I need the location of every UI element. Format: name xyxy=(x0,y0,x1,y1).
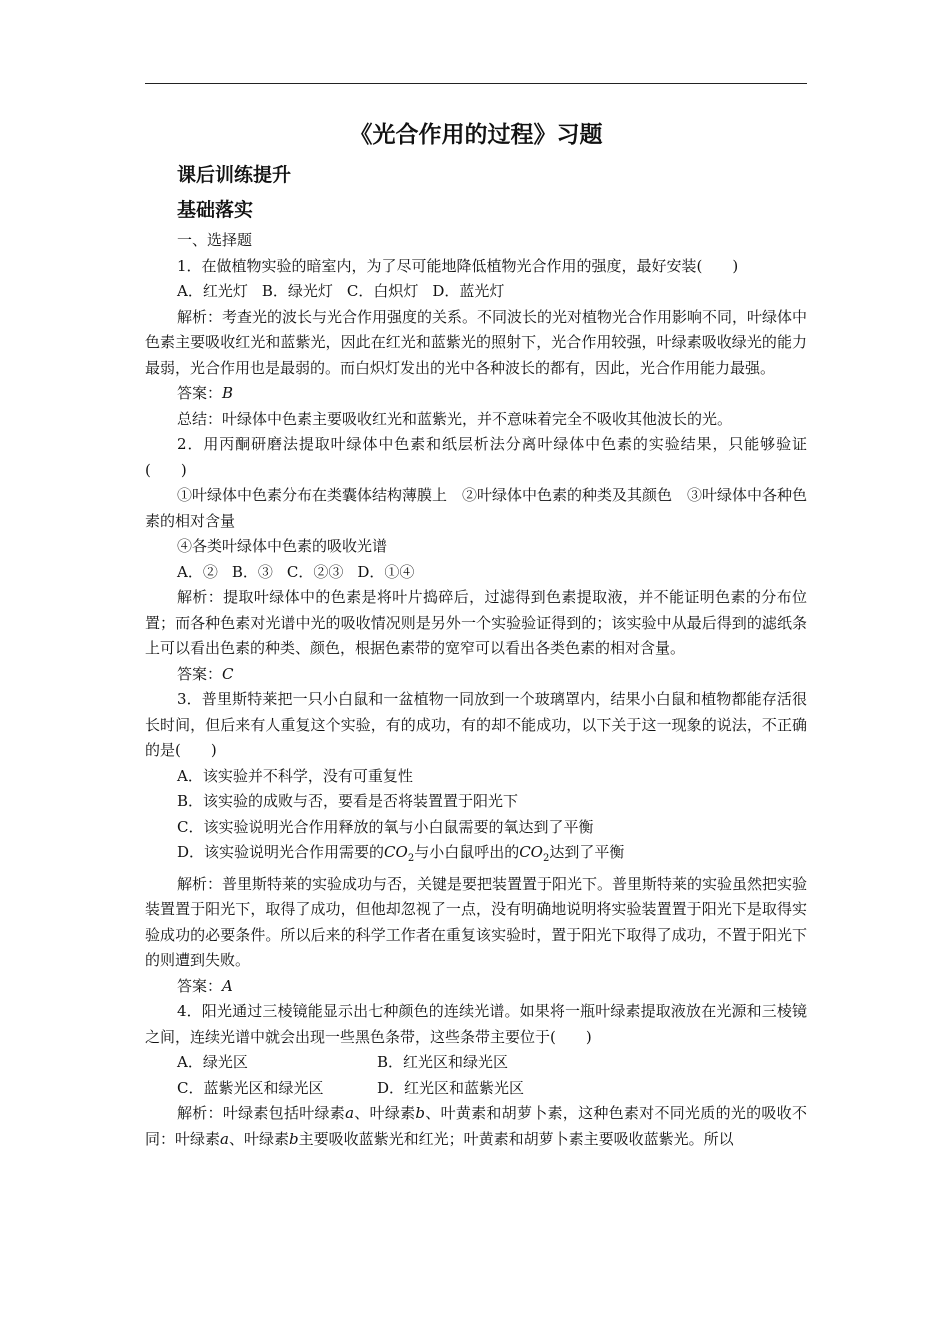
q3-option-a: A．该实验并不科学，没有可重复性 xyxy=(177,766,413,785)
header-rule xyxy=(145,83,807,84)
q1-answer: 答案：B xyxy=(177,384,234,402)
q1-stem: 1．在做植物实验的暗室内，为了尽可能地降低植物光合作用的强度，最好安装( ) xyxy=(177,256,739,275)
q4-option-c: C．蓝紫光区和绿光区 xyxy=(177,1078,324,1097)
q3-analysis: 解析：普里斯特莱的实验成功与否，关键是要把装置置于阳光下。普里斯特莱的实验虽然把实验装置置于阳光下，取得了成功，但他却忽视了一点，没有明确地说明将实验装置置于阳光下是取得实验成功的必要条件。所以后来的科学工作者在重复该实验时，置于阳光下取得了成功，不置于阳光下的则遭到失败。 xyxy=(145,874,808,969)
heading-basics: 基础落实 xyxy=(177,199,254,221)
q4-option-d: D．红光区和蓝紫光区 xyxy=(377,1078,525,1097)
q2-option-a: A．② xyxy=(177,562,218,581)
q2-option-d: D．①④ xyxy=(357,562,415,581)
q4-analysis: 解析：叶绿素包括叶绿素a、叶绿素b、叶黄素和胡萝卜素，这种色素对不同光质的光的吸收不同：叶绿素a、叶绿素b主要吸收蓝紫光和红光；叶黄素和胡萝卜素主要吸收蓝紫光。所以 xyxy=(145,1104,807,1148)
q3-option-d: D．该实验说明光合作用需要的$CO_2$与小白鼠呼出的$CO_2$达到了平衡 xyxy=(177,843,625,864)
document-body xyxy=(145,118,807,1152)
q1-options xyxy=(145,279,807,305)
q2-option-b: B．③ xyxy=(231,562,273,581)
q1-summary: 总结：叶绿体中色素主要吸收红光和蓝紫光，并不意味着完全不吸收其他波长的光。 xyxy=(177,409,733,428)
q1-option-d: D．蓝光灯 xyxy=(432,282,505,300)
q3-answer: 答案：A xyxy=(177,976,233,995)
q1-option-c: C．白炽灯 xyxy=(346,282,419,300)
q1-option-a: A．红光灯 xyxy=(177,282,248,300)
heading-practice: 课后训练提升 xyxy=(177,164,292,186)
q3-stem: 3．普里斯特莱把一只小白鼠和一盆植物一同放到一个玻璃罩内，结果小白鼠和植物都能存活很长时间，但后来有人重复这个实验，有的成功，有的却不能成功，以下关于这一现象的说法，不正确的是( ) xyxy=(145,690,807,759)
q1-option-b: B．绿光灯 xyxy=(261,282,333,300)
q3-option-c: C．该实验说明光合作用释放的氧与小白鼠需要的氧达到了平衡 xyxy=(177,817,594,836)
q2-analysis: 解析：提取叶绿体中的色素是将叶片捣碎后，过滤得到色素提取液，并不能证明色素的分布位置；而各种色素对光谱中光的吸收情况则是另外一个实验验证得到的；该实验中从最后得到的滤纸条上可以看出色素的种类、颜色，根据色素带的宽窄可以看出各类色素的相对含量。 xyxy=(145,588,807,657)
q1-analysis: 解析：考查光的波长与光合作用强度的关系。不同波长的光对植物光合作用影响不同，叶绿体中色素主要吸收红光和蓝紫光，因此在红光和蓝紫光的照射下，光合作用较强，叶绿素吸收绿光的能力最弱，光合作用也是最弱的。而白炽灯发出的光中各种波长的都有，因此，光合作用能力最强。 xyxy=(145,307,808,377)
document-title: 《光合作用的过程》习题 xyxy=(349,122,603,148)
q3-option-b: B．该实验的成败与否，要看是否将装置置于阳光下 xyxy=(177,792,519,810)
q4-option-a: A．绿光区 xyxy=(177,1053,248,1071)
q4-stem: 4．阳光通过三棱镜能显示出七种颜色的连续光谱。如果将一瓶叶绿素提取液放在光源和三棱镜之间，连续光谱中就会出现一些黑色条带，这些条带主要位于( ) xyxy=(145,1002,807,1046)
q2-stem: 2．用丙酮研磨法提取叶绿体中色素和纸层析法分离叶绿体中色素的实验结果，只能够验证( ) xyxy=(145,435,807,479)
q2-option-c: C．②③ xyxy=(286,562,344,581)
q2-options xyxy=(145,560,807,586)
q4-options xyxy=(145,1050,807,1101)
q2-answer: 答案：C xyxy=(177,664,234,683)
q4-option-b: B．红光区和绿光区 xyxy=(377,1053,509,1071)
section-label: 一、选择题 xyxy=(177,231,253,249)
q2-items-1: ①叶绿体中色素分布在类囊体结构薄膜上 ②叶绿体中色素的种类及其颜色 ③叶绿体中各种色素的相对含量 xyxy=(145,486,808,530)
q2-items-2: ④各类叶绿体中色素的吸收光谱 xyxy=(177,537,388,555)
